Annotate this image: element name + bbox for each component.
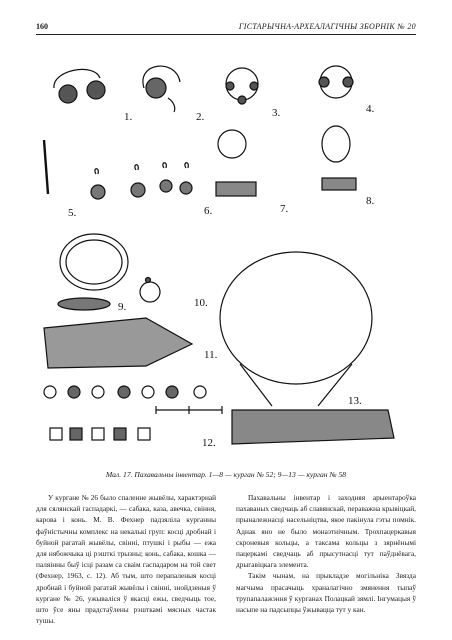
artifact-7-ring-and-bar <box>216 130 256 196</box>
plate-label-1: 1. <box>124 111 133 123</box>
plate-label-6: 6. <box>204 205 213 217</box>
left-column <box>36 492 216 626</box>
running-header <box>36 20 416 35</box>
right-column <box>236 492 416 615</box>
artifact-12-beads <box>44 386 206 440</box>
artifact-4-ring <box>319 66 353 98</box>
paragraph: Пахавальны інвентар і заходняя арыентароўка пахаваных сведчаць аб славянскай, пераважна крывіцкай, прыналежнасці насельніцтва, якое пакінула гэты помнік. Аднак яно не было монаэтнічным. Трохпацеркавыя скроневыя кольцы, а таксама кольцы з зярнёнымі пацеркамі сведчаць аб прысутнасці тут паўднёвага, дрыгавіцкага элемента. <box>236 493 416 570</box>
plate-label-12: 12. <box>202 437 216 449</box>
plate-label-2: 2. <box>196 111 205 123</box>
artifact-11-blade <box>44 318 192 368</box>
plate-label-7: 7. <box>280 203 289 215</box>
plate-label-9: 9. <box>118 301 127 313</box>
artifact-10-small-ring <box>140 278 160 303</box>
plate-label-8: 8. <box>366 195 375 207</box>
figure-caption: Мал. 17. Пахавальны інвентар. 1—8 — курган № 52; 9—13 — курган № 58 <box>105 470 347 479</box>
artifact-5-pin <box>44 140 48 194</box>
page-number: 160 <box>36 22 48 31</box>
artifact-3-ring <box>226 68 258 104</box>
plate-label-11: 11. <box>204 349 218 361</box>
scale-bar <box>156 406 222 414</box>
paragraph: Такім чынам, на прыкладзе могільніка Звязда магчыма прасачыць храналагічно змянення тыпаў трупапалажэння ў курганах Полацкай зямлі. Інгумацыя ў насыпе на падсыпцы ўжывацца тут у кан. <box>236 571 416 615</box>
plate-label-3: 3. <box>272 107 281 119</box>
artifact-2-earring <box>143 66 180 112</box>
artifact-13-large-bracelet <box>220 252 394 444</box>
artifact-8-ring-and-bar <box>322 126 356 190</box>
plate-label-5: 5. <box>68 207 77 219</box>
plate-label-13: 13. <box>348 395 362 407</box>
paragraph: У кургане № 26 было спаленне жывёлы, характэрнай для сялянскай гаспадаркі, — сабака, каза, авечка, свіння, карова і конь. М. В. Фехнер падзяліла курганны фаўністычны комплекс на некалькі груп: косці дробнай і буйной рагатай жывёлы, свінні, птушкі і рыбы — ежа для нябожчыка ці рэшткі трызны; конь, сабака, кошка — паляінны быў ісці разам са сваім гаспадаром на той свет (Фехнер, 1963, с. 12). Аб тым, што перапаленыя косці дробнай і буйной рагатай жывёлы і свінні, знойдзеныя ў кургане № 26, ужываліся ў якасці ежы, сведчыць тое, што ўсе яны прадстаўлены рэшткамі мясных частак тушы. <box>36 493 216 626</box>
artifact-plate <box>36 48 416 458</box>
artifact-drawings <box>36 48 416 458</box>
journal-title: ГІСТАРЫЧНА-АРХЕАЛАГІЧНЫ ЗБОРНІК № 20 <box>238 22 416 31</box>
artifact-9-bracelet <box>58 234 128 310</box>
plate-label-10: 10. <box>194 297 208 309</box>
artifact-1-earring <box>54 69 105 103</box>
plate-label-4: 4. <box>366 103 375 115</box>
artifact-6-pendants <box>91 163 192 199</box>
